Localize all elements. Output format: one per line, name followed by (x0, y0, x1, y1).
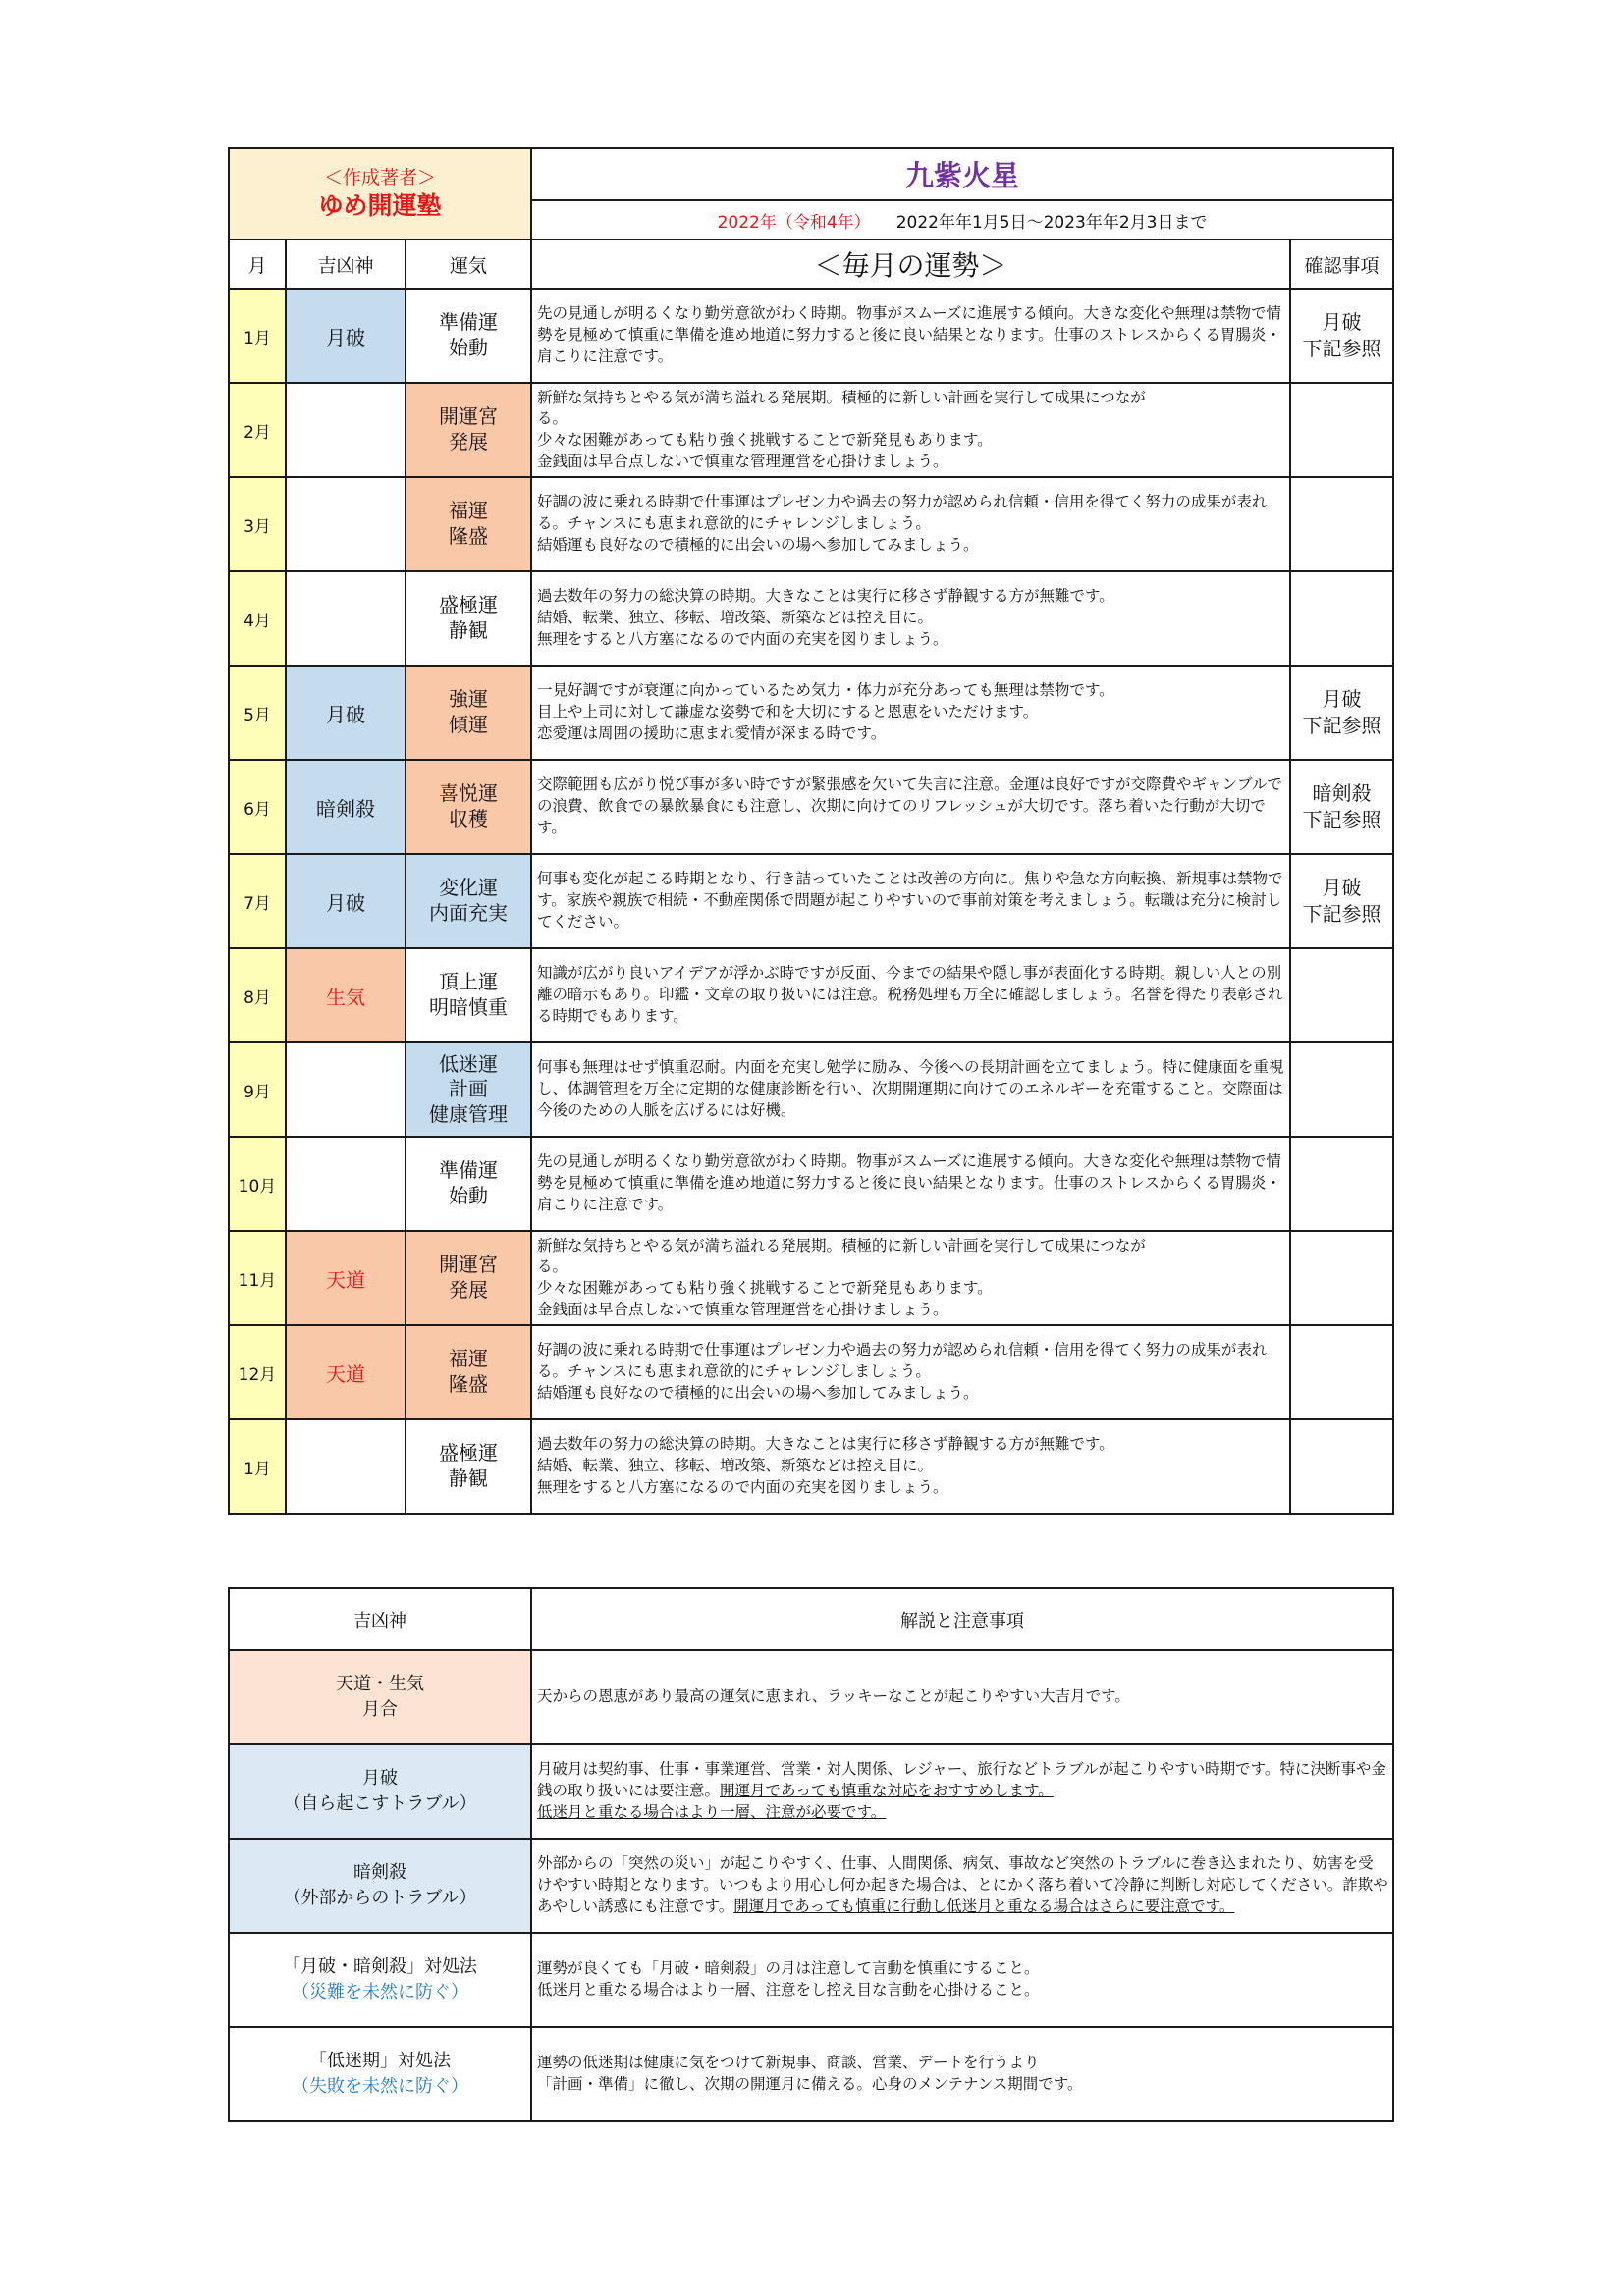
check-cell (1290, 1137, 1393, 1231)
legend-name-line: 「月破・暗剣殺」対処法 (283, 1955, 477, 1977)
legend-header-row (229, 1588, 1393, 1650)
fortune-text-cell (531, 666, 1290, 760)
kikyo-cell: 天道 (286, 1325, 406, 1419)
fortune-text-cell (531, 383, 1290, 477)
month-row (229, 1042, 1393, 1137)
date-cell (531, 200, 1393, 240)
fortune-text-line: 結婚運も良好なので積極的に出会いの場へ参加してみましょう。 (537, 535, 979, 554)
fortune-text: 先の見通しが明るくなり勤労意欲がわく時期。物事がスムーズに進展する傾向。大きな変化や無理は禁物で情勢を見極めて慎重に準備を進め地道に努力すると後に良い結果となります。仕事のストレスからくる胃腸炎・肩こりに注意です。 (537, 304, 1281, 365)
legend-name-cell (229, 1744, 531, 1839)
unki-line: 隆盛 (449, 1372, 489, 1396)
kikyo-cell (286, 571, 406, 666)
author-name: ゆめ開運塾 (318, 190, 442, 220)
unki-cell (406, 1325, 531, 1419)
fortune-text-line: 過去数年の努力の総決算の時期。大きなことは実行に移さず静観する方が無難です。 (537, 587, 1114, 606)
month-cell: 1月 (229, 1419, 286, 1514)
month-cell: 8月 (229, 948, 286, 1042)
month-rows (229, 289, 1393, 1514)
month-row (229, 383, 1393, 477)
legend-desc-cell (531, 1933, 1393, 2027)
check-line: 下記参照 (1302, 337, 1381, 360)
legend-desc-text: 低迷月と重なる場合はより一層、注意をし控え目な言動を心掛けること。 (537, 1981, 1040, 1999)
fortune-text-cell (531, 1325, 1290, 1419)
kikyo-cell: 生気 (286, 948, 406, 1042)
legend-desc-text: 外部からの「突然の災い」が起こりやすく、仕事、人間関係、病気、事故など突然のトラブルに巻き込まれたり、妨害を受けやすい時期となります。いつもより用心し何か起きた場合は、とにかく落ち着いて冷静に判断し対応してください。詐欺やあやしい誘惑にも注意です。 (537, 1854, 1388, 1915)
unki-line: 変化運 (439, 876, 499, 900)
fortune-text: 何事も変化が起こる時期となり、行き詰っていたことは改善の方向に。焦りや急な方向転換、新規事は禁物です。家族や親族で相続・不動産関係で問題が起こりやすいので事前対策を考えましょう。転職は充分に検討してください。 (537, 870, 1283, 931)
month-cell: 5月 (229, 666, 286, 760)
unki-line: 福運 (449, 1347, 489, 1371)
month-cell: 12月 (229, 1325, 286, 1419)
unki-line: 始動 (449, 336, 489, 359)
unki-line: 傾運 (449, 713, 489, 736)
fortune-text-line: 結婚運も良好なので積極的に出会いの場へ参加してみましょう。 (537, 1383, 979, 1402)
legend-name-line: 月破 (362, 1767, 398, 1789)
column-header-row (229, 240, 1393, 289)
fortune-text: 何事も無理はせず慎重忍耐。内面を充実し勉学に励み、今後への長期計画を立てましょう。特に健康面を重視し、体調管理を万全に定期的な健康診断を行い、次期開運期に向けてのエネルギーを充電すること。交際面は今後のための人脈を広げるには好機。 (537, 1058, 1284, 1119)
author-label: ＜作成著者＞ (324, 167, 437, 188)
kikyo-cell: 月破 (286, 666, 406, 760)
legend-name-sub: （外部からのトラブル） (283, 1888, 477, 1908)
fortune-text-line: 新鮮な気持ちとやる気が満ち溢れる発展期。積極的に新しい計画を実行して成果につなが (537, 1236, 1146, 1255)
month-cell: 6月 (229, 760, 286, 854)
month-row (229, 1419, 1393, 1514)
legend-name-line: 暗剣殺 (353, 1861, 406, 1883)
fortune-text-cell (531, 1137, 1290, 1231)
month-cell: 10月 (229, 1137, 286, 1231)
check-line: 月破 (1322, 687, 1362, 711)
unki-cell (406, 948, 531, 1042)
unki-line: 低迷運 (439, 1051, 499, 1076)
month-row (229, 571, 1393, 666)
legend-name-cell (229, 1933, 531, 2027)
legend-row (229, 2027, 1393, 2121)
check-cell (1290, 1042, 1393, 1137)
col-header-check: 確認事項 (1290, 240, 1393, 289)
legend-name-cell (229, 2027, 531, 2121)
legend-desc-underlined: 開運月であっても慎重な対応をおすすめします。 (720, 1782, 1054, 1800)
month-row (229, 289, 1393, 383)
fortune-text-line: 無理をすると八方塞になるので内面の充実を図りましょう。 (537, 629, 948, 648)
check-cell (1290, 760, 1393, 854)
month-row (229, 854, 1393, 948)
col-header-unki: 運気 (406, 240, 531, 289)
legend-row (229, 1839, 1393, 1933)
month-cell: 7月 (229, 854, 286, 948)
fortune-text-cell (531, 571, 1290, 666)
month-row (229, 1231, 1393, 1325)
fortune-text-cell (531, 477, 1290, 571)
check-line: 下記参照 (1302, 902, 1381, 926)
period-label: 2022年年1月5日～2023年年2月3日まで (895, 212, 1208, 233)
check-line: 月破 (1322, 310, 1362, 334)
legend-desc-underlined: 低迷月と重なる場合はより一層、注意が必要です。 (537, 1802, 887, 1821)
fortune-text-line: 無理をすると八方塞になるので内面の充実を図りましょう。 (537, 1477, 948, 1496)
month-cell: 3月 (229, 477, 286, 571)
month-row (229, 1137, 1393, 1231)
unki-line: 始動 (449, 1184, 489, 1207)
check-cell (1290, 289, 1393, 383)
unki-line: 明暗慎重 (429, 995, 509, 1019)
fortune-text-line: る。 (537, 409, 568, 428)
unki-line: 発展 (449, 1278, 489, 1302)
check-cell (1290, 571, 1393, 666)
fortune-text: 交際範囲も広がり悦び事が多い時ですが緊張感を欠いて失言に注意。金運は良好ですが交際費やギャンブルでの浪費、飲食での暴飲暴食にも注意し、次期に向けてのリフレッシュが大切です。落ち着いた行動が大切です。 (537, 775, 1282, 836)
fortune-text-line: 少々な困難があっても粘り強く挑戦することで新発見もあります。 (537, 431, 993, 449)
fortune-text-line: 少々な困難があっても粘り強く挑戦することで新発見もあります。 (537, 1279, 993, 1297)
fortune-text-line: 好調の波に乗れる時期で仕事運はプレゼン力や過去の努力が認められ信頼・信用を得てく努力の成果が表れる。チャンスにも恵まれ意欲的にチャレンジしましょう。 (537, 1341, 1268, 1381)
check-cell (1290, 383, 1393, 477)
monthly-fortune-table (228, 147, 1394, 1515)
legend-desc-underlined: 開運月であっても慎重に行動し低迷月と重なる場合はさらに要注意です。 (733, 1896, 1235, 1915)
legend-name-cell (229, 1839, 531, 1933)
unki-line: 発展 (449, 430, 489, 454)
unki-line: 隆盛 (449, 524, 489, 548)
fortune-text: 知識が広がり良いアイデアが浮かぶ時ですが反面、今までの結果や隠し事が表面化する時期。親しい人との別離の暗示もあり。印鑑・文章の取り扱いには注意。税務処理も万全に確認しましょう。名誉を得たり表彰される時期でもあります。 (537, 964, 1283, 1025)
legend-desc-text: 運勢が良くても「月破・暗剣殺」の月は注意して言動を慎重にすること。 (537, 1959, 1040, 1978)
unki-cell (406, 854, 531, 948)
legend-row (229, 1933, 1393, 2027)
kikyo-cell (286, 1419, 406, 1514)
unki-cell (406, 1042, 531, 1137)
check-cell (1290, 666, 1393, 760)
fortune-text-cell (531, 289, 1290, 383)
title-row (229, 148, 1393, 200)
unki-line: 健康管理 (429, 1101, 509, 1126)
unki-line: 準備運 (439, 1158, 499, 1183)
fortune-text-cell (531, 1042, 1290, 1137)
unki-line: 盛極運 (439, 1441, 499, 1466)
legend-row (229, 1650, 1393, 1744)
fortune-text-line: る。 (537, 1257, 568, 1276)
page-title: 九紫火星 (531, 148, 1393, 200)
check-cell (1290, 1419, 1393, 1514)
check-cell (1290, 948, 1393, 1042)
month-row (229, 1325, 1393, 1419)
month-cell: 11月 (229, 1231, 286, 1325)
check-cell (1290, 1325, 1393, 1419)
fortune-text-line: 結婚、転業、独立、移転、増改築、新築などは控え目に。 (537, 1457, 934, 1475)
fortune-text-line: 結婚、転業、独立、移転、増改築、新築などは控え目に。 (537, 609, 934, 627)
unki-line: 喜悦運 (439, 781, 499, 806)
author-cell (229, 148, 531, 240)
kikyo-cell: 天道 (286, 1231, 406, 1325)
month-cell: 2月 (229, 383, 286, 477)
fortune-text-line: 金銭面は早合点しないで慎重な管理運営を心掛けましょう。 (537, 1300, 948, 1318)
fortune-text-line: 金銭面は早合点しないで慎重な管理運営を心掛けましょう。 (537, 452, 948, 470)
kikyo-cell (286, 383, 406, 477)
legend-name-blue: （失敗を未然に防ぐ） (292, 2076, 468, 2097)
legend-table (228, 1587, 1394, 2122)
fortune-text-cell (531, 760, 1290, 854)
unki-line: 計画 (449, 1077, 489, 1101)
legend-rows (229, 1650, 1393, 2121)
col-header-fortune: ＜毎月の運勢＞ (531, 240, 1290, 289)
legend-desc-cell (531, 1744, 1393, 1839)
unki-cell (406, 477, 531, 571)
fortune-text-line: 目上や上司に対して謙虚な姿勢で和を大切にすると恩恵をいただけます。 (537, 703, 1039, 721)
unki-cell (406, 1137, 531, 1231)
kikyo-cell (286, 1137, 406, 1231)
legend-desc-text: 「計画・準備」に徹し、次期の開運月に備える。心身のメンテナンス期間です。 (537, 2075, 1083, 2093)
unki-line: 開運宮 (439, 404, 499, 429)
legend-name-blue: （災難を未然に防ぐ） (292, 1982, 468, 2002)
legend-col-desc: 解説と注意事項 (531, 1588, 1393, 1650)
unki-cell (406, 760, 531, 854)
legend-desc-text: 月破月は契約事、仕事・事業運営、営業・対人関係、レジャー、旅行などトラブルが起こりやすい時期です。特に決断事や金銭の取り扱いには要注意。 (537, 1760, 1386, 1800)
unki-line: 収穫 (449, 807, 489, 830)
legend-desc-text: 天からの恩恵があり最高の運気に恵まれ、ラッキーなことが起こりやすい大吉月です。 (537, 1687, 1130, 1706)
unki-line: 盛極運 (439, 593, 499, 617)
check-cell (1290, 854, 1393, 948)
unki-cell (406, 383, 531, 477)
unki-cell (406, 1231, 531, 1325)
legend-name-sub: （自ら起こすトラブル） (283, 1793, 477, 1814)
unki-line: 福運 (449, 499, 489, 523)
legend-desc-cell (531, 1650, 1393, 1744)
check-cell (1290, 1231, 1393, 1325)
month-cell: 4月 (229, 571, 286, 666)
kikyo-cell: 月破 (286, 854, 406, 948)
legend-desc-cell (531, 2027, 1393, 2121)
kikyo-cell: 暗剣殺 (286, 760, 406, 854)
fortune-text-cell (531, 1419, 1290, 1514)
legend-name-cell (229, 1650, 531, 1744)
month-row (229, 666, 1393, 760)
legend-name-line: 月合 (362, 1699, 398, 1720)
legend-desc-text: 運勢の低迷期は健康に気をつけて新規事、商談、営業、デートを行うより (537, 2054, 1040, 2072)
month-row (229, 760, 1393, 854)
legend-row (229, 1744, 1393, 1839)
fortune-text-line: 一見好調ですが衰運に向かっているため気力・体力が充分あっても無理は禁物です。 (537, 681, 1114, 700)
month-row (229, 948, 1393, 1042)
unki-line: 強運 (449, 687, 489, 712)
fortune-text-cell (531, 948, 1290, 1042)
fortune-text-line: 過去数年の努力の総決算の時期。大きなことは実行に移さず静観する方が無難です。 (537, 1435, 1114, 1454)
legend-col-kikyo: 吉凶神 (229, 1588, 531, 1650)
fortune-text-line: 好調の波に乗れる時期で仕事運はプレゼン力や過去の努力が認められ信頼・信用を得てく努力の成果が表れる。チャンスにも恵まれ意欲的にチャレンジしましょう。 (537, 493, 1268, 533)
kikyo-cell: 月破 (286, 289, 406, 383)
fortune-text-cell (531, 1231, 1290, 1325)
year-label: 2022年（令和4年） (717, 212, 871, 233)
legend-name-line: 天道・生気 (336, 1673, 424, 1694)
month-cell: 9月 (229, 1042, 286, 1137)
check-line: 下記参照 (1302, 714, 1381, 737)
check-line: 暗剣殺 (1312, 781, 1372, 805)
unki-line: 静観 (449, 618, 489, 642)
check-line: 下記参照 (1302, 808, 1381, 831)
unki-line: 内面充実 (429, 901, 509, 925)
check-line: 月破 (1322, 876, 1362, 899)
unki-line: 静観 (449, 1467, 489, 1490)
kikyo-cell (286, 477, 406, 571)
month-row (229, 477, 1393, 571)
col-header-month: 月 (229, 240, 286, 289)
fortune-text-cell (531, 854, 1290, 948)
unki-cell (406, 1419, 531, 1514)
check-cell (1290, 477, 1393, 571)
unki-line: 開運宮 (439, 1253, 499, 1277)
col-header-kikyo: 吉凶神 (286, 240, 406, 289)
legend-desc-cell (531, 1839, 1393, 1933)
legend-name-line: 「低迷期」対処法 (309, 2050, 451, 2071)
fortune-text-line: 恋愛運は周囲の援助に恵まれ愛情が深まる時です。 (537, 723, 887, 742)
fortune-text: 先の見通しが明るくなり勤労意欲がわく時期。物事がスムーズに進展する傾向。大きな変化や無理は禁物で情勢を見極めて慎重に準備を進め地道に努力すると後に良い結果となります。仕事のストレスからくる胃腸炎・肩こりに注意です。 (537, 1152, 1281, 1213)
month-cell: 1月 (229, 289, 286, 383)
unki-cell (406, 571, 531, 666)
unki-cell (406, 666, 531, 760)
unki-cell (406, 289, 531, 383)
unki-line: 準備運 (439, 310, 499, 335)
kikyo-cell (286, 1042, 406, 1137)
fortune-text-line: 新鮮な気持ちとやる気が満ち溢れる発展期。積極的に新しい計画を実行して成果につなが (537, 388, 1146, 406)
unki-line: 頂上運 (439, 970, 499, 994)
